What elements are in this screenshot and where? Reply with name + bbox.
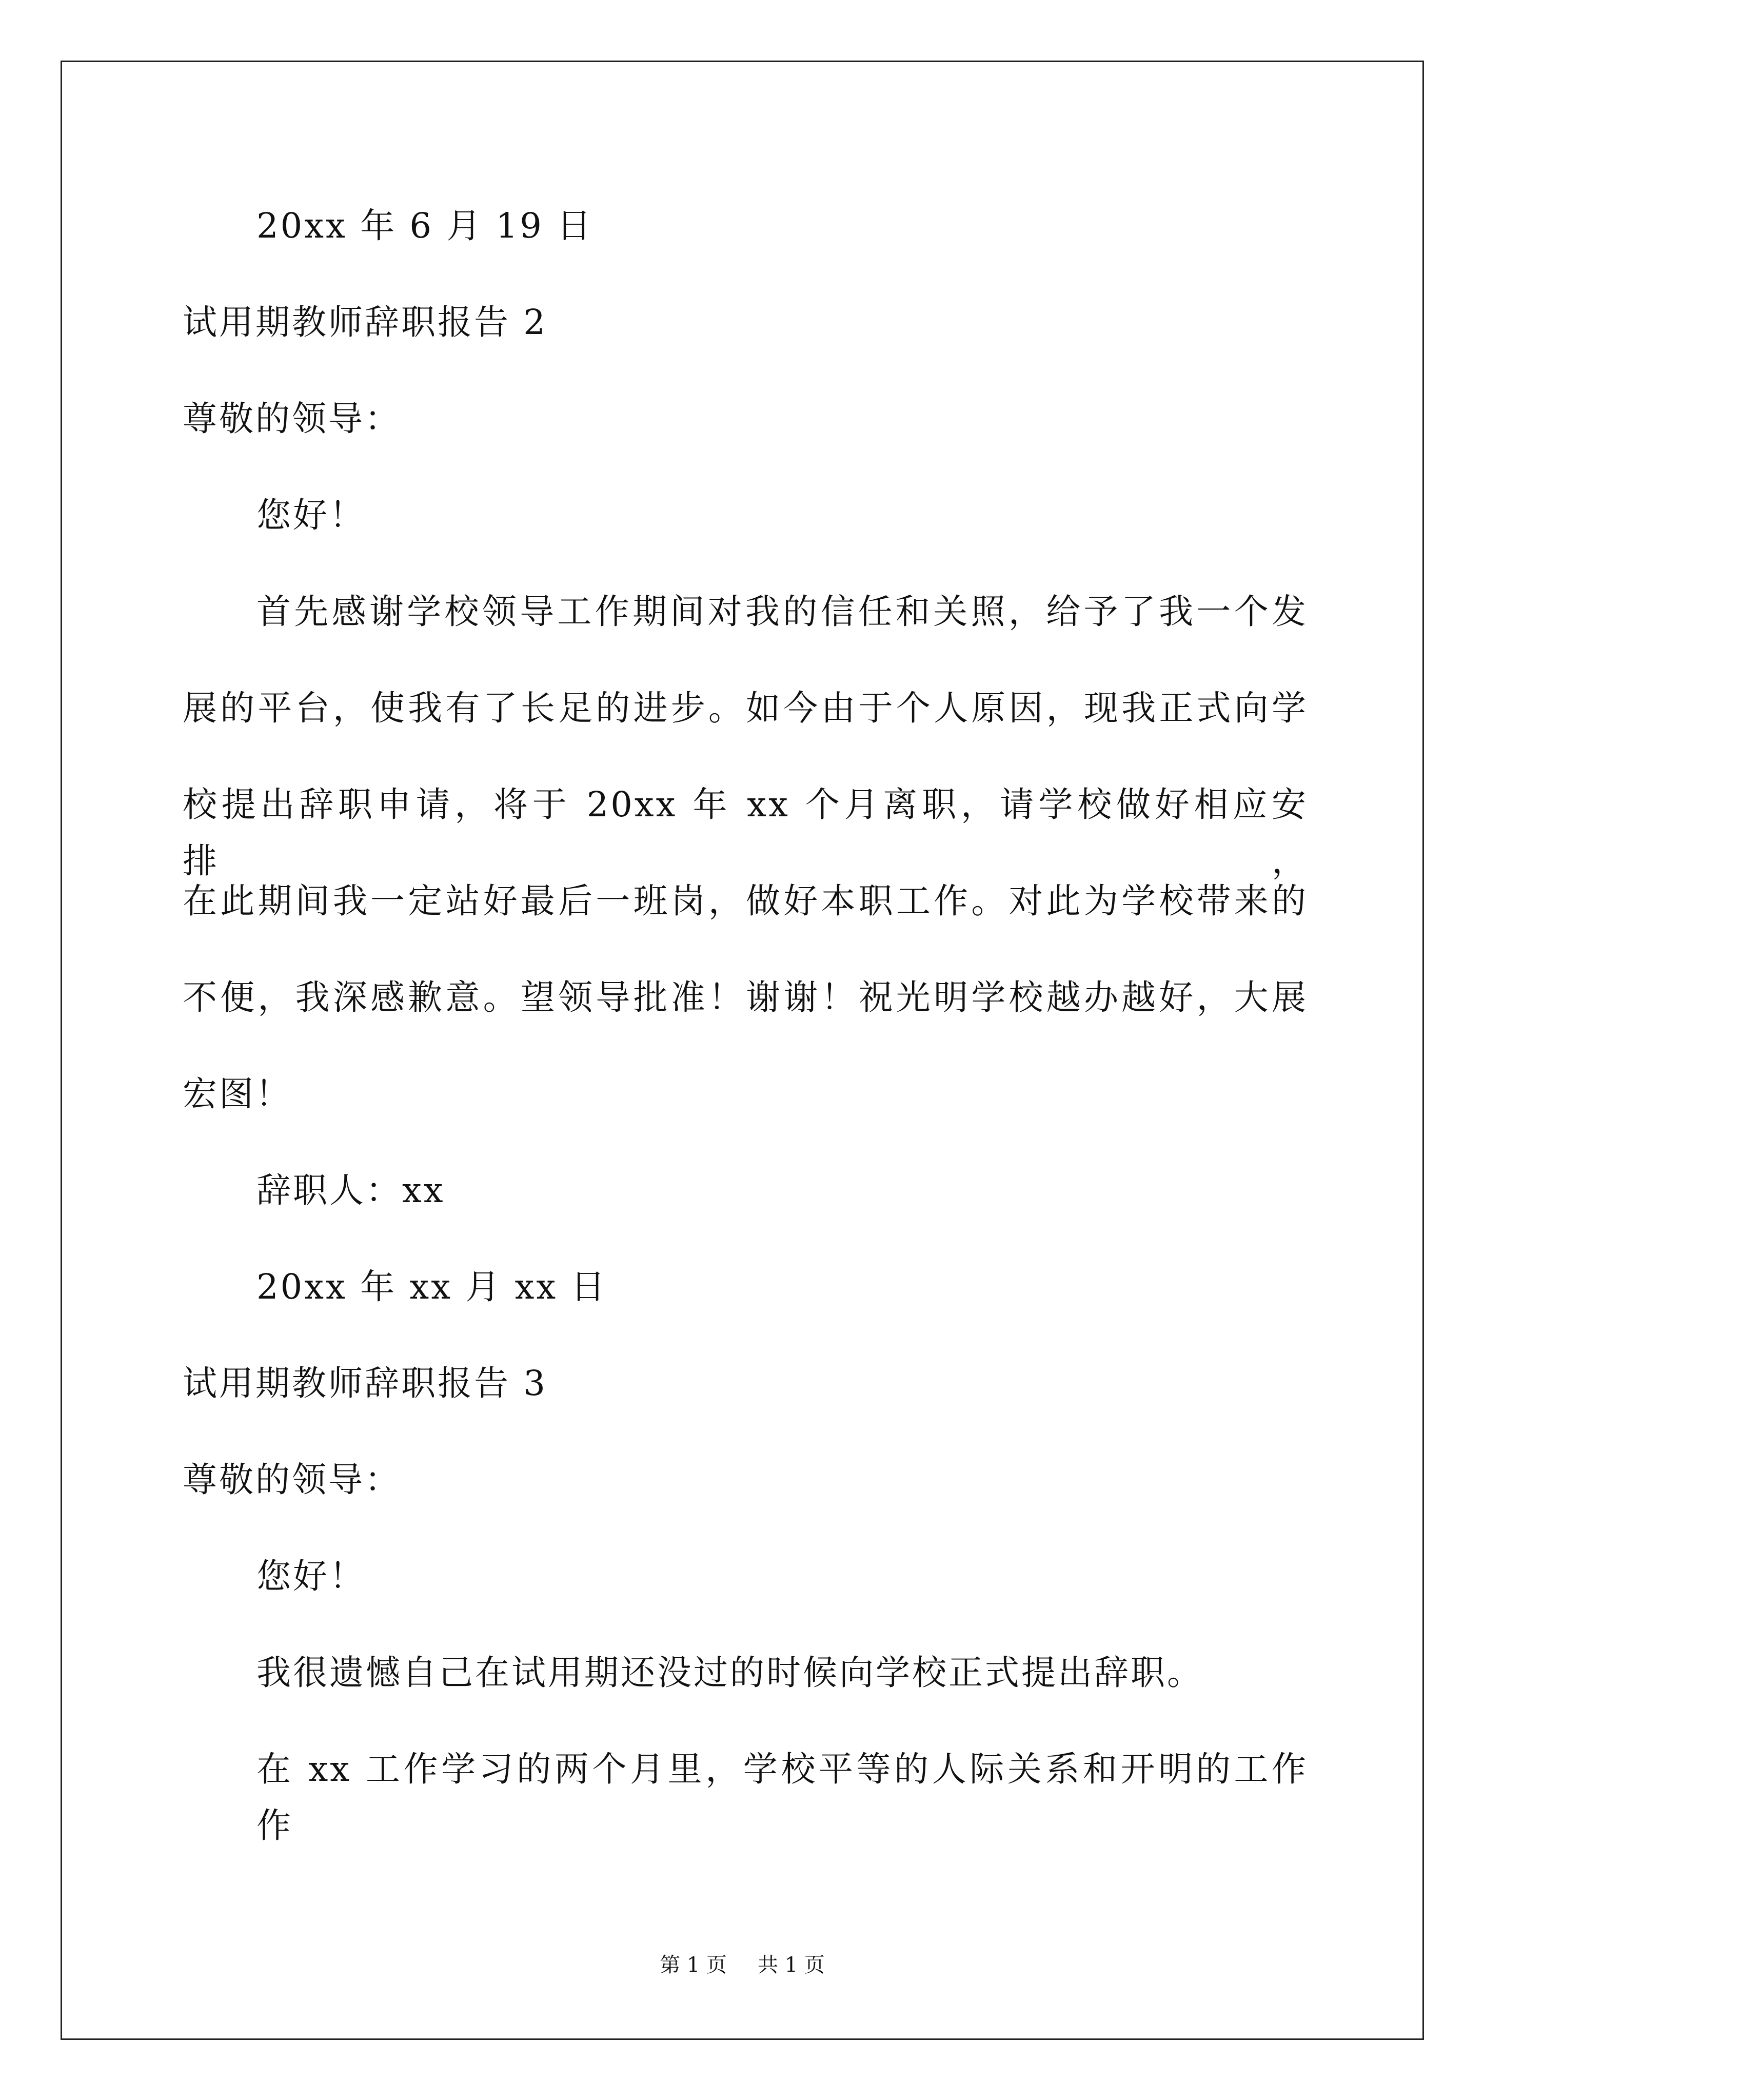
- page-footer: [0, 1950, 1485, 1980]
- document-line: 在此期间我一定站好最后一班岗，做好本职工作。对此为学校带来的: [183, 881, 1308, 921]
- document-line: 在 xx 工作学习的两个月里，学校平等的人际关系和开明的工作作: [256, 1749, 1308, 1846]
- page-total: 共 1 页: [758, 1953, 825, 1977]
- document-line: 试用期教师辞职报告 2: [183, 302, 547, 342]
- document-line: 20xx 年 6 月 19 日: [256, 206, 593, 246]
- document-line: 首先感谢学校领导工作期间对我的信任和关照，给予了我一个发: [256, 592, 1308, 632]
- document-line: 宏图！: [183, 1074, 292, 1114]
- document-line: 试用期教师辞职报告 3: [183, 1363, 547, 1403]
- document-line: 我很遗憾自己在试用期还没过的时候向学校正式提出辞职。: [256, 1653, 1203, 1693]
- document-line: 您好！: [256, 495, 366, 535]
- document-line: 尊敬的领导：: [183, 399, 401, 439]
- document-line: 校提出辞职申请，将于 20xx 年 xx 个月离职，请学校做好相应安排，: [183, 784, 1308, 881]
- document-line: 展的平台，使我有了长足的进步。如今由于个人原因，现我正式向学: [183, 688, 1308, 728]
- document-line: 不便，我深感歉意。望领导批准！谢谢！祝光明学校越办越好，大展: [183, 977, 1308, 1017]
- page-number: 第 1 页: [660, 1953, 727, 1977]
- document-line: 您好！: [256, 1556, 366, 1596]
- document-line: 辞职人：xx: [256, 1170, 445, 1210]
- document-line: 尊敬的领导：: [183, 1460, 401, 1500]
- document-line: 20xx 年 xx 月 xx 日: [256, 1267, 607, 1307]
